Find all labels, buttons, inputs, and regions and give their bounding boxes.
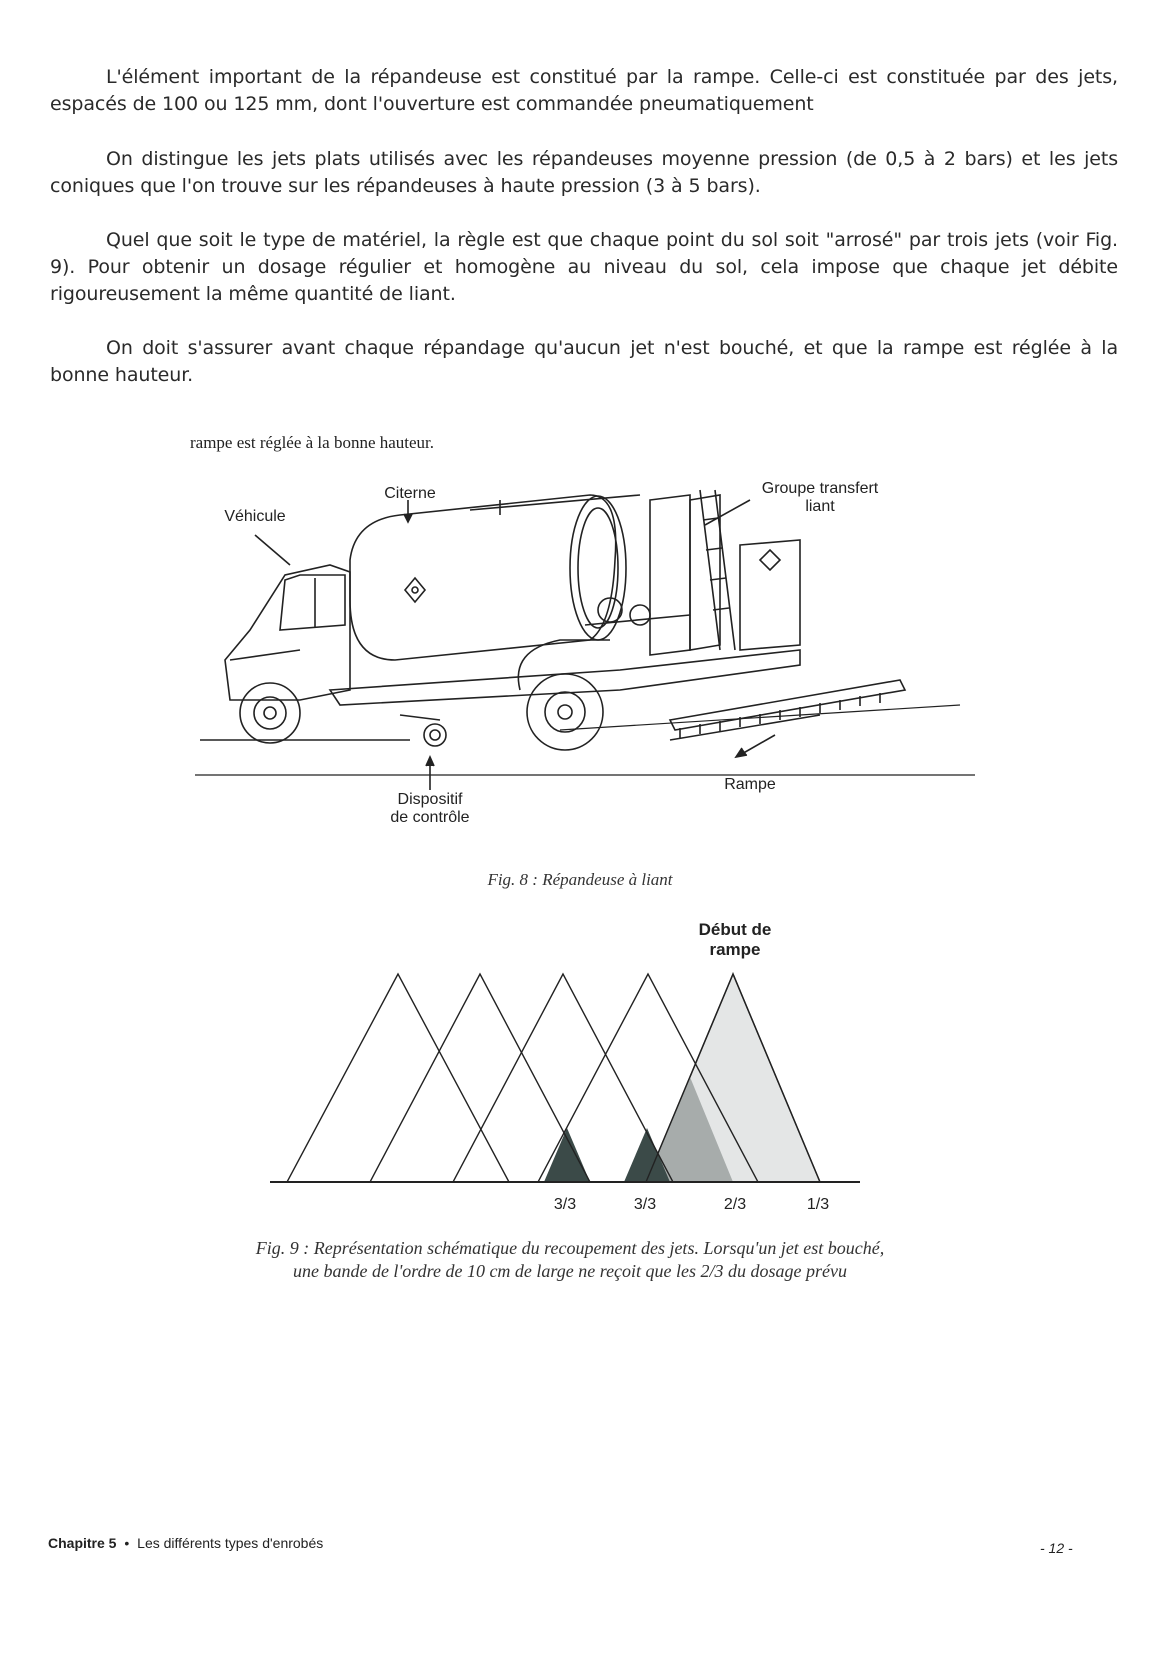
overlap-dark-1 [544,1128,590,1182]
paragraph-4-text: On doit s'assurer avant chaque répandage qu'aucun jet n'est bouché, et que la rampe est réglée à la bonne hauteur. [50,337,1118,386]
label-groupe-transfert-line1: Groupe transfert [761,480,879,497]
fig9-diagram [0,955,1168,1215]
footer-title: Les différents types d'enrobés [137,1535,324,1551]
fig9-title [670,920,800,960]
label-rampe: Rampe [724,776,776,793]
footer-bullet: • [124,1535,130,1551]
fig9-label-3: 2/3 [723,1196,747,1213]
fig9-title-line1: Début de [698,920,772,939]
label-vehicule: Véhicule [224,508,286,525]
label-dispositif-line2: de contrôle [390,809,470,826]
label-groupe-transfert-line2: liant [805,498,835,515]
label-citerne: Citerne [384,485,436,502]
jet-triangle-2 [370,974,590,1182]
paragraph-2-text: On distingue les jets plats utilisés avec les répandeuses moyenne pression (de 0,5 à 2 bars) et les jets coniques que l'on trouve sur les répandeuses à haute pression (3 à 5 bars). [50,148,1118,197]
paragraph-1 [50,64,1118,118]
fig9-label-4: 1/3 [806,1196,830,1213]
paragraph-3-text: Quel que soit le type de matériel, la règle est que chaque point du sol soit "arrosé" par trois jets (voir Fig. 9). Pour obtenir un dosage régulier et homogène au niveau du sol, cela impose que chaque jet débite rigoureusement la même quantité de liant. [50,229,1118,305]
label-groupe-transfert [740,480,900,516]
fig9-caption [150,1237,990,1283]
fig9-label-1: 3/3 [553,1196,577,1213]
fig8-truck-illustration [0,460,1168,880]
fig8-top-text: rampe est réglée à la bonne hauteur. [190,433,435,452]
label-dispositif-line1: Dispositif [397,791,463,808]
paragraph-1-text: L'élément important de la répandeuse est constitué par la rampe. Celle-ci est constituée par des jets, espacés de 100 ou 125 mm, dont l'ouverture est commandée pneumatiquement [50,66,1118,115]
fig9-label-2: 3/3 [633,1196,657,1213]
paragraph-2 [50,146,1118,200]
paragraph-3 [50,227,1118,308]
page-number: - 12 - [1040,1540,1073,1556]
fig9-caption-line2: une bande de l'ordre de 10 cm de large ne reçoit que les 2/3 du dosage prévu [292,1261,848,1281]
footer-chapter-label: Chapitre 5 [48,1535,117,1551]
fig9-title-line2: rampe [709,940,761,959]
jet-triangle-1 [287,974,509,1182]
fig9-caption-line1: Fig. 9 : Représentation schématique du recoupement des jets. Lorsqu'un jet est bouché, [255,1238,885,1258]
paragraph-4 [50,335,1118,389]
footer-chapter [48,1535,323,1551]
fig8-caption: Fig. 8 : Répandeuse à liant [487,870,673,889]
label-dispositif-controle [370,791,490,827]
